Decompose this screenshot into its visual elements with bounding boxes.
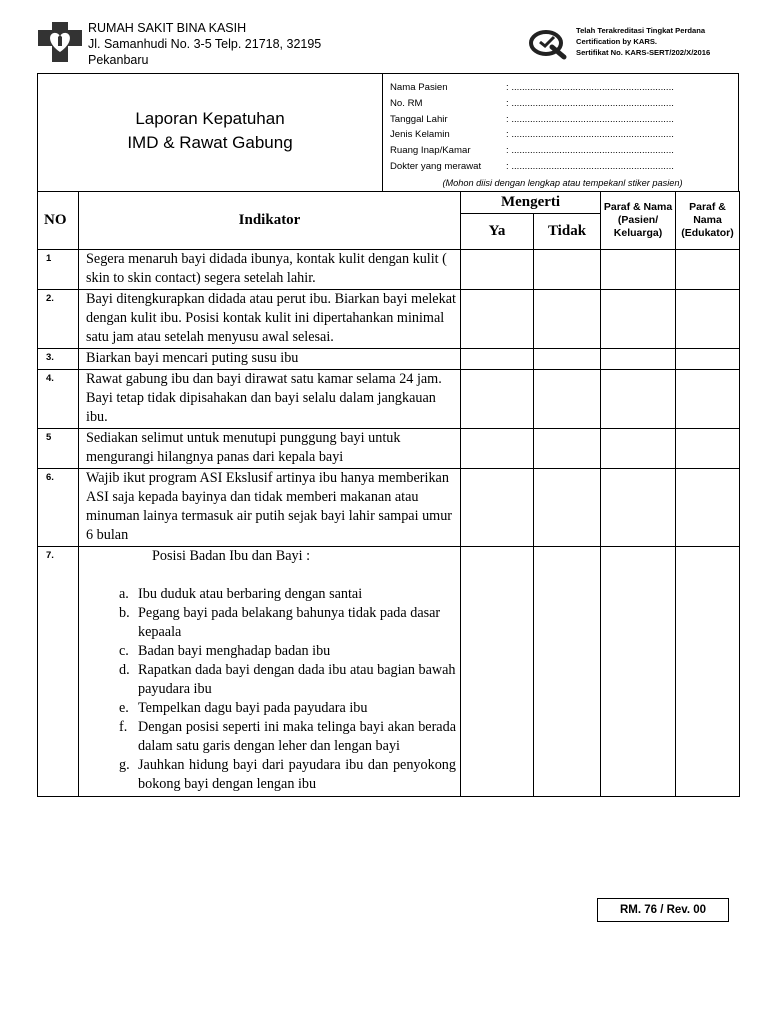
cell-ya[interactable] bbox=[461, 250, 534, 290]
field-label: Nama Pasien bbox=[390, 82, 448, 93]
accreditation-line-1: Telah Terakreditasi Tingkat Perdana bbox=[576, 26, 706, 35]
field-value: : ............................................................. bbox=[506, 160, 674, 172]
field-value: : ............................................................. bbox=[506, 145, 674, 157]
cell-paraf-pasien[interactable] bbox=[601, 547, 676, 797]
list-item bbox=[119, 585, 456, 604]
cell-paraf-pasien[interactable] bbox=[601, 429, 676, 469]
list-letter: e. bbox=[119, 700, 129, 716]
cell-paraf-pasien[interactable] bbox=[601, 469, 676, 547]
field-label: Dokter yang merawat bbox=[390, 160, 482, 172]
cell-tidak[interactable] bbox=[534, 290, 601, 349]
row-number: 6. bbox=[38, 469, 79, 547]
row-number: 7. bbox=[38, 547, 79, 797]
patient-note: (Mohon diisi dengan lengkap atau tempekanl stiker pasien) bbox=[442, 177, 683, 188]
row-indicator: Rawat gabung ibu dan bayi dirawat satu kamar selama 24 jam. Bayi tetap tidak dipisahakan dan bayi selalu dalam jangkauan ibu. bbox=[79, 370, 461, 429]
header-indikator: Indikator bbox=[79, 192, 461, 250]
list-item bbox=[119, 661, 456, 699]
cell-paraf-edukator[interactable] bbox=[676, 290, 740, 349]
hospital-logo-icon bbox=[38, 22, 82, 62]
row-indicator-position bbox=[79, 547, 461, 797]
header-tidak: Tidak bbox=[534, 214, 601, 250]
header-paraf-pasien: Paraf & Nama (Pasien/ Keluarga) bbox=[601, 192, 676, 250]
table-row bbox=[38, 429, 740, 469]
patient-field-sex[interactable] bbox=[390, 129, 735, 145]
accreditation-line-2: Certification by KARS. bbox=[576, 37, 658, 46]
field-label: Tanggal Lahir bbox=[390, 113, 448, 125]
list-text: Rapatkan dada bayi dengan dada ibu atau bagian bawah payudara ibu bbox=[138, 662, 456, 697]
row-indicator: Segera menaruh bayi didada ibunya, kontak kulit dengan kulit ( skin to skin contact) segera setelah lahir. bbox=[79, 250, 461, 290]
cell-tidak[interactable] bbox=[534, 547, 601, 797]
row-indicator: Wajib ikut program ASI Ekslusif artinya ibu hanya memberikan ASI saja kepada bayinya dan tidak memberi makanan atau minuman lainya termasuk air putih sejak bayi lahir sampai umur 6 bulan bbox=[79, 469, 461, 547]
patient-info bbox=[390, 82, 735, 188]
table-row bbox=[38, 370, 740, 429]
cell-paraf-edukator[interactable] bbox=[676, 250, 740, 290]
table-row bbox=[38, 250, 740, 290]
row-number: 5 bbox=[38, 429, 79, 469]
table-row bbox=[38, 290, 740, 349]
list-letter: f. bbox=[119, 719, 128, 735]
accreditation-block bbox=[526, 25, 746, 65]
accreditation-line-3: Sertifikat No. KARS-SERT/202/X/2016 bbox=[576, 48, 711, 57]
cell-ya[interactable] bbox=[461, 469, 534, 547]
row-number: 2. bbox=[38, 290, 79, 349]
list-text: Tempelkan dagu bayi pada payudara ibu bbox=[138, 700, 368, 716]
cell-tidak[interactable] bbox=[534, 250, 601, 290]
form-title-line-1: Laporan Kepatuhan bbox=[135, 109, 285, 128]
patient-field-birthdate[interactable] bbox=[390, 114, 735, 130]
row-number: 1 bbox=[38, 250, 79, 290]
cell-tidak[interactable] bbox=[534, 429, 601, 469]
hospital-name: RUMAH SAKIT BINA KASIH bbox=[88, 21, 247, 35]
form-title-line-2: IMD & Rawat Gabung bbox=[127, 133, 293, 152]
patient-field-room[interactable] bbox=[390, 145, 735, 161]
table-header-row bbox=[38, 192, 740, 214]
cell-paraf-pasien[interactable] bbox=[601, 349, 676, 370]
list-letter: c. bbox=[119, 643, 129, 659]
list-letter: d. bbox=[119, 662, 130, 678]
field-value: : ............................................................. bbox=[506, 82, 674, 93]
cell-tidak[interactable] bbox=[534, 370, 601, 429]
table-row bbox=[38, 547, 740, 797]
cell-paraf-edukator[interactable] bbox=[676, 370, 740, 429]
hospital-header bbox=[88, 20, 321, 68]
list-item bbox=[119, 604, 456, 642]
cell-paraf-edukator[interactable] bbox=[676, 429, 740, 469]
kars-logo-icon bbox=[526, 25, 570, 61]
row-number: 3. bbox=[38, 349, 79, 370]
patient-field-rm[interactable] bbox=[390, 98, 735, 114]
row-number: 4. bbox=[38, 370, 79, 429]
cell-tidak[interactable] bbox=[534, 469, 601, 547]
list-text: Ibu duduk atau berbaring dengan santai bbox=[138, 586, 363, 602]
cell-paraf-pasien[interactable] bbox=[601, 370, 676, 429]
list-item bbox=[119, 642, 456, 661]
form-header-box bbox=[37, 73, 739, 192]
field-value: : ............................................................. bbox=[506, 113, 674, 125]
cell-paraf-pasien[interactable] bbox=[601, 250, 676, 290]
header-mengerti: Mengerti bbox=[461, 192, 601, 214]
cell-tidak[interactable] bbox=[534, 349, 601, 370]
list-text: Badan bayi menghadap badan ibu bbox=[138, 643, 331, 659]
table-row bbox=[38, 469, 740, 547]
header-no: NO bbox=[38, 192, 79, 250]
hospital-address: Jl. Samanhudi No. 3-5 Telp. 21718, 32195 bbox=[88, 37, 322, 51]
row-indicator: Bayi ditengkurapkan didada atau perut ibu. Biarkan bayi melekat dengan kulit ibu. Posisi kontak kulit ini dipertahankan minimal satu jam atau setelah menyusu awal selesai. bbox=[79, 290, 461, 349]
field-label: Ruang Inap/Kamar bbox=[390, 145, 471, 157]
list-letter: b. bbox=[119, 605, 130, 621]
list-text: Dengan posisi seperti ini maka telinga bayi akan berada dalam satu garis dengan leher dan lengan bayi bbox=[138, 719, 456, 754]
row-indicator: Sediakan selimut untuk menutupi punggung bayi untuk mengurangi hilangnya panas dari kepala bayi bbox=[79, 429, 461, 469]
cell-ya[interactable] bbox=[461, 290, 534, 349]
patient-field-name[interactable] bbox=[390, 82, 735, 98]
list-text: Pegang bayi pada belakang bahunya tidak pada dasar kepaala bbox=[138, 605, 441, 640]
cell-ya[interactable] bbox=[461, 547, 534, 797]
field-label: Jenis Kelamin bbox=[390, 129, 450, 141]
list-item bbox=[119, 756, 456, 794]
header-paraf-edukator: Paraf & Nama (Edukator) bbox=[676, 192, 740, 250]
form-code: RM. 76 / Rev. 00 bbox=[597, 898, 729, 922]
cell-paraf-pasien[interactable] bbox=[601, 290, 676, 349]
cell-paraf-edukator[interactable] bbox=[676, 547, 740, 797]
list-item bbox=[119, 718, 456, 756]
cell-ya[interactable] bbox=[461, 370, 534, 429]
header-ya: Ya bbox=[461, 214, 534, 250]
compliance-table bbox=[37, 191, 740, 797]
cell-paraf-edukator[interactable] bbox=[676, 469, 740, 547]
cell-paraf-edukator[interactable] bbox=[676, 349, 740, 370]
row-indicator: Biarkan bayi mencari puting susu ibu bbox=[79, 349, 461, 370]
field-label: No. RM bbox=[390, 97, 423, 109]
cell-ya[interactable] bbox=[461, 349, 534, 370]
cell-ya[interactable] bbox=[461, 429, 534, 469]
list-letter: a. bbox=[119, 586, 129, 602]
position-heading: Posisi Badan Ibu dan Bayi : bbox=[152, 548, 311, 564]
form-title bbox=[38, 74, 383, 191]
patient-field-doctor[interactable] bbox=[390, 161, 735, 177]
hospital-city: Pekanbaru bbox=[88, 53, 149, 67]
field-value: : ............................................................. bbox=[506, 129, 674, 141]
table-row bbox=[38, 349, 740, 370]
list-item bbox=[119, 699, 456, 718]
field-value: : ............................................................. bbox=[506, 97, 674, 109]
list-text: Jauhkan hidung bayi dari payudara ibu dan penyokong bokong bayi dengan lengan ibu bbox=[138, 757, 456, 792]
list-letter: g. bbox=[119, 757, 130, 773]
